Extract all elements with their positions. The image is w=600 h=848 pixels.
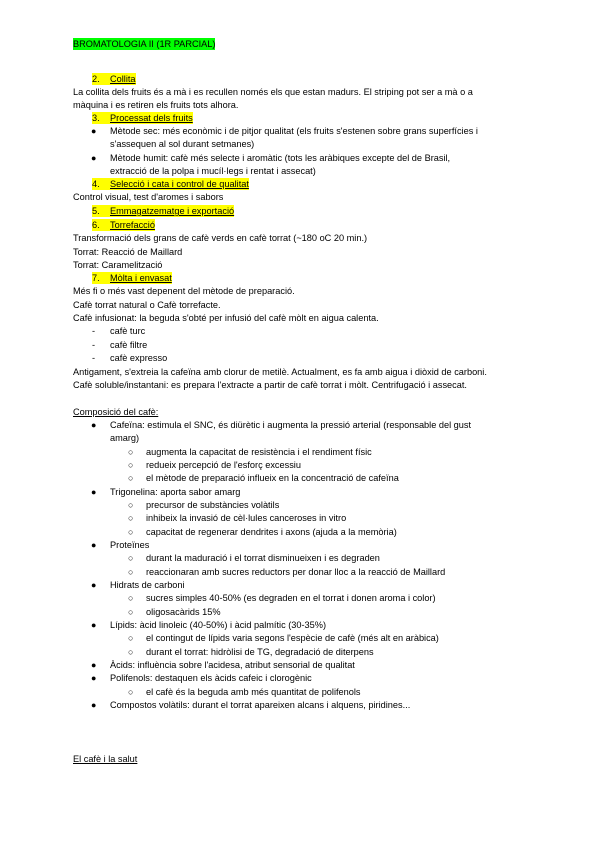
hollow-bullet-icon: ○ [128,527,134,537]
bullet-icon: ● [91,126,97,136]
list-item: Mètode humit: cafè més selecte i aromàtic (tots les aràbiques excepte del de Brasil, [110,153,451,163]
heading-collita: 2. Collita [92,74,136,84]
bullet-icon: ● [91,660,97,670]
heading-emmagatzematge: 5. Emmagatzematge i exportació [92,206,235,216]
sub-list-item: redueix percepció de l'esforç excessiu [146,460,301,470]
sub-list-item: reaccionaran amb sucres reductors per donar lloc a la reacció de Maillard [146,567,446,577]
hollow-bullet-icon: ○ [128,447,134,457]
sub-list-item: el cafè és la beguda amb més quantitat de polifenols [146,687,361,697]
heading-molta: 7. Mòlta i envasat [92,273,172,283]
hollow-bullet-icon: ○ [128,460,134,470]
heading-torrefaccio: 6. Torrefacció [92,220,155,230]
list-item: Mètode sec: més econòmic i de pitjor qualitat (els fruits s'estenen sobre grans superfícies i [110,126,478,136]
paragraph: Cafè soluble/instantani: es prepara l'extracte a partir de cafè torrat i mòlt. Centrifugació i assecat. [73,380,467,390]
hollow-bullet-icon: ○ [128,687,134,697]
hollow-bullet-icon: ○ [128,633,134,643]
sub-list-item: precursor de substàncies volàtils [146,500,280,510]
dash-icon: - [92,326,96,336]
list-item: cafè turc [110,326,146,336]
section-heading: Composició del cafè: [73,407,159,417]
bullet-icon: ● [91,153,97,163]
sub-list-item: capacitat de regenerar dendrites i axons (ajuda a la memòria) [146,527,397,537]
hollow-bullet-icon: ○ [128,473,134,483]
hollow-bullet-icon: ○ [128,607,134,617]
list-item: Lípids: àcid linoleic (40-50%) i àcid palmític (30-35%) [110,620,327,630]
hollow-bullet-icon: ○ [128,647,134,657]
hollow-bullet-icon: ○ [128,553,134,563]
sub-list-item: el contingut de lípids varia segons l'espècie de cafè (més alt en aràbica) [146,633,439,643]
list-item: Compostos volàtils: durant el torrat apareixen alcans i alquens, piridines... [110,700,411,710]
list-item-continued: amarg) [110,433,140,443]
sub-list-item: inhibeix la invasió de cèl·lules canceroses in vitro [146,513,347,523]
list-item: cafè expresso [110,353,168,363]
paragraph: màquina i es retiren els fruits tots alhora. [73,100,239,110]
sub-list-item: sucres simples 40-50% (es degraden en el torrat i donen aroma i color) [146,593,436,603]
sub-list-item: durant la maduració i el torrat disminueixen i es degraden [146,553,380,563]
paragraph: Torrat: Caramelització [73,260,163,270]
paragraph: Cafè torrat natural o Cafè torrefacte. [73,300,221,310]
paragraph: Cafè infusionat: la beguda s'obté per infusió del cafè mòlt en aigua calenta. [73,313,379,323]
paragraph: Més fi o més vast depenent del mètode de preparació. [73,286,295,296]
paragraph: Control visual, test d'aromes i sabors [73,192,224,202]
sub-list-item: oligosacàrids 15% [146,607,221,617]
hollow-bullet-icon: ○ [128,500,134,510]
hollow-bullet-icon: ○ [128,513,134,523]
bullet-icon: ● [91,673,97,683]
bullet-icon: ● [91,700,97,710]
list-item: Àcids: influència sobre l'acidesa, atribut sensorial de qualitat [110,660,355,670]
list-item: Polifenols: destaquen els àcids cafeic i clorogènic [110,673,312,683]
list-item: Proteïnes [110,540,150,550]
heading-seleccio: 4. Selecció i cata i control de qualitat [92,179,249,189]
list-item: Hidrats de carboni [110,580,185,590]
bullet-icon: ● [91,487,97,497]
bullet-icon: ● [91,540,97,550]
paragraph: La collita dels fruits és a mà i es recullen només els que estan madurs. El striping pot ser a mà o a [73,87,473,97]
bullet-icon: ● [91,420,97,430]
sub-list-item: durant el torrat: hidròlisi de TG, degradació de diterpens [146,647,374,657]
sub-list-item: el mètode de preparació influeix en la concentració de cafeïna [146,473,399,483]
list-item: Trigonelina: aporta sabor amarg [110,487,241,497]
heading-processat: 3. Processat dels fruits [92,113,193,123]
list-item-continued: extracció de la polpa i mucíl·legs i rentat i assecat) [110,166,316,176]
bullet-icon: ● [91,580,97,590]
list-item: Cafeïna: estimula el SNC, és diürètic i augmenta la pressió arterial (responsable del gust [110,420,472,430]
paragraph: Transformació dels grans de cafè verds en cafè torrat (~180 oC 20 min.) [73,233,368,243]
dash-icon: - [92,340,96,350]
list-item: cafè filtre [110,340,148,350]
document-title: BROMATOLOGIA II (1R PARCIAL) [73,39,216,49]
paragraph: Torrat: Reacció de Maillard [73,247,183,257]
hollow-bullet-icon: ○ [128,567,134,577]
section-heading: El cafè i la salut [73,754,138,764]
dash-icon: - [92,353,96,363]
list-item-continued: s'assequen al sol durant setmanes) [110,139,255,149]
sub-list-item: augmenta la capacitat de resistència i el rendiment físic [146,447,372,457]
hollow-bullet-icon: ○ [128,593,134,603]
bullet-icon: ● [91,620,97,630]
paragraph: Antigament, s'extreia la cafeïna amb clorur de metilè. Actualment, es fa amb aigua i diòxid de carboni. [73,367,487,377]
